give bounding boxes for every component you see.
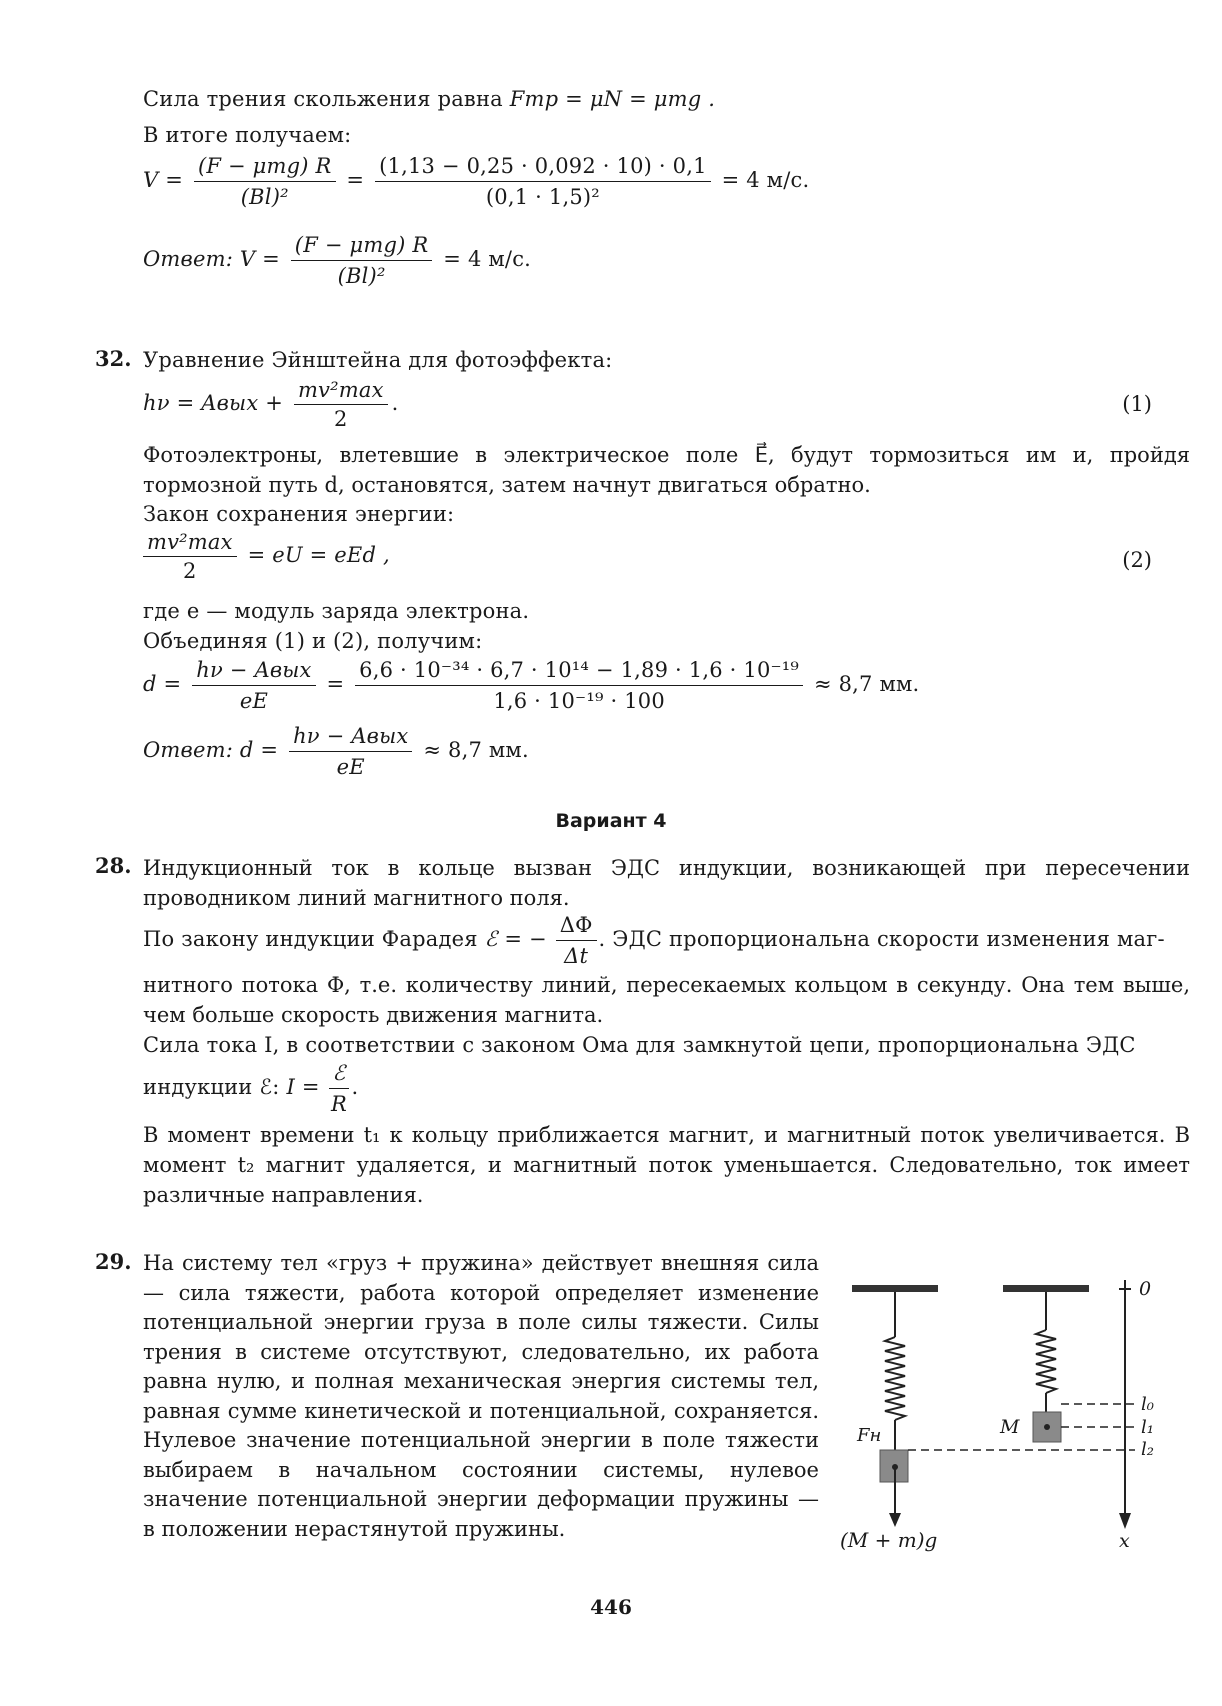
p32-title: Уравнение Эйнштейна для фотоэффекта: [143, 348, 613, 372]
p28-ohm-line: индукции ℰ: I = ℰ R . [143, 1061, 359, 1116]
result-intro: В итоге получаем: [143, 123, 352, 147]
p32-text-1: Фотоэлектроны, влетевшие в электрическое поле E⃗, будут тормозиться им и, пройдя тормозной путь d, остановятся, затем начнут двигаться обратно. [143, 443, 1190, 497]
right-spring [1036, 1330, 1056, 1393]
p32-answer: Ответ: d = hν − Aвых eE ≈ 8,7 мм. [143, 724, 529, 779]
equation-label-1: (1) [1122, 392, 1152, 416]
velocity-equation: V = (F − μmg) R (Bl)² = $\frac{(1,13 - 0,25 \cdot 0,092 \cdot 10) \cdot 0,1}{\text{(0,1 · 1,5)²}}$ = 4 м/с. [143, 154, 810, 209]
problem-number-32: 32. [95, 346, 132, 371]
x-axis-arrow [1119, 1513, 1131, 1529]
spring-mass-figure [835, 1255, 1180, 1560]
p32-equation-2: mv²max 2 = eU = eEd , [143, 530, 390, 583]
right-load-center [1044, 1424, 1050, 1430]
right-ceiling-bar [1003, 1285, 1089, 1292]
axis-x-label: x [1119, 1530, 1130, 1552]
p32-text-4: Объединяя (1) и (2), получим: [143, 629, 483, 653]
p29-text: На систему тел «груз + пружина» действует внешняя сила — сила тяжести, работа которой определяет изменение потенциальной энергии груза в поле силы тяжести. Силы трения в системе отсутствуют, следовательно, их работа равна нулю, и полная механическая энергия системы тел, равная сумме кинетической и потенциальной, сохраняется. Нулевое значение потенциальной энергии в поле тяжести выбираем в начальном состоянии системы, нулевое значение потенциальной энергии деформации пружины — в положении нерастянутой пружины. [143, 1251, 819, 1541]
problem-number-28: 28. [95, 853, 132, 878]
p32-distance-equation: d = hν − Aвых eE = $\frac{\text{6,6 · 10⁻³⁴ · 6,7 · 10¹⁴ − 1,89 · 1,6 · 10⁻¹⁹}}{\text{1,6 · 10⁻¹⁹ · 100}}$ ≈ 8,7 мм. [143, 658, 920, 713]
gravity-force-label: (M + m)g [840, 1528, 938, 1552]
problem-number-29: 29. [95, 1249, 132, 1274]
p32-equation-1: hν = Aвых + mv²max 2 . [143, 378, 399, 431]
friction-formula: Fтр = μN = μmg . [509, 87, 716, 111]
axis-zero-label: 0 [1139, 1278, 1152, 1300]
gravity-arrow-head [889, 1513, 901, 1527]
page-number: 446 [590, 1595, 632, 1619]
velocity-fraction-symbolic: (F − μmg) R (Bl)² [194, 153, 336, 210]
p28-text-1: Индукционный ток в кольце вызван ЭДС индукции, возникающей при пересечении проводником линий магнитного поля. [143, 856, 1190, 910]
axis-l0-label: l₀ [1141, 1394, 1154, 1415]
axis-l2-label: l₂ [1141, 1439, 1154, 1460]
equation-label-2: (2) [1122, 548, 1152, 572]
velocity-fraction-numeric: $\frac{(1,13 - 0,25 \cdot 0,092 \cdot 10) \cdot 0,1}{\text{(0,1 · 1,5)²}}$ [375, 153, 711, 210]
mass-label: M [1000, 1416, 1020, 1438]
left-spring [885, 1337, 905, 1420]
variant-heading: Вариант 4 [555, 810, 667, 832]
p28-text-6: В момент времени t₁ к кольцу приближается магнит, и магнитный поток увеличивается. В момент t₂ магнит удаляется, и магнитный поток уменьшается. Следовательно, ток имеет различные направления. [143, 1123, 1190, 1207]
p32-text-2: Закон сохранения энергии: [143, 502, 455, 526]
friction-line: Сила трения скольжения равна Fтр = μN = μmg . [143, 87, 716, 111]
p32-text-3: где e — модуль заряда электрона. [143, 599, 530, 623]
p28-text-4: Сила тока I, в соответствии с законом Ома для замкнутой цепи, пропорциональна ЭДС [143, 1033, 1136, 1057]
p28-faraday-line: По закону индукции Фарадея ℰ = − $\frac{\Delta\Phi}{\Delta t}$ . ЭДС пропорциональна скорости изменения маг- [143, 913, 1165, 968]
velocity-answer-fraction: (F − μmg) R (Bl)² [291, 232, 433, 289]
axis-l1-label: l₁ [1141, 1417, 1154, 1438]
velocity-answer: Ответ: V = (F − μmg) R (Bl)² = 4 м/с. [143, 233, 532, 288]
tension-force-label: Fн [857, 1425, 882, 1446]
p28-text-3: нитного потока Φ, т.е. количеству линий, пересекаемых кольцом в секунду. Она тем выше, чем больше скорость движения магнита. [143, 973, 1190, 1027]
left-ceiling-bar [852, 1285, 938, 1292]
